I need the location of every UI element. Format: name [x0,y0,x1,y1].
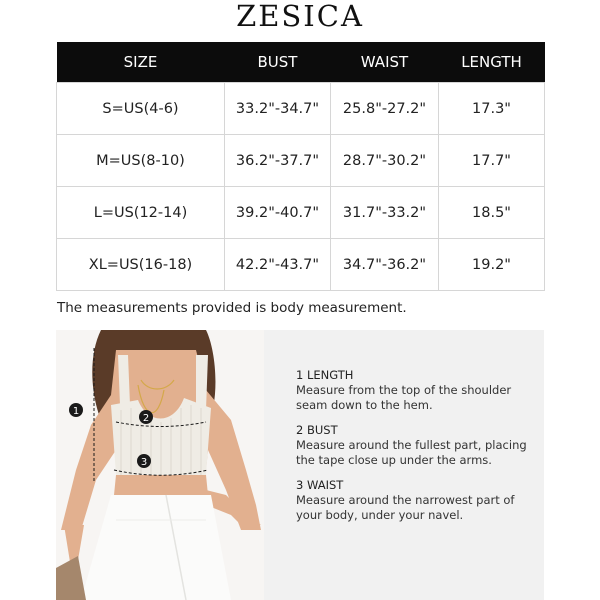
size-cell: XL=US(16-18) [57,239,225,291]
length-desc-line: seam down to the hem. [296,398,433,412]
waist-cell: 34.7"-36.2" [331,239,439,291]
header-size: SIZE [57,42,225,83]
measurement-guide-panel [264,330,544,600]
waist-cell: 28.7"-30.2" [331,135,439,187]
waist-guide [296,478,536,523]
waist-cell: 31.7"-33.2" [331,187,439,239]
marker-length: 1 [72,406,80,417]
table-row [57,187,545,239]
bust-cell: 39.2"-40.7" [225,187,331,239]
header-bust: BUST [225,42,331,83]
bust-desc-line: Measure around the fullest part, placing [296,438,527,452]
length-cell: 18.5" [439,187,545,239]
table-row [57,83,545,135]
length-cell: 17.3" [439,83,545,135]
bust-cell: 42.2"-43.7" [225,239,331,291]
table-row [57,239,545,291]
size-cell: M=US(8-10) [57,135,225,187]
length-cell: 17.7" [439,135,545,187]
bust-title: 2 BUST [296,423,338,437]
model-photo [56,330,264,600]
bust-cell: 36.2"-37.7" [225,135,331,187]
length-cell: 19.2" [439,239,545,291]
brand-logo: ZESICA [236,0,364,33]
bust-desc-line: the tape close up under the arms. [296,453,492,467]
header-length: LENGTH [439,42,545,83]
length-title: 1 LENGTH [296,368,354,382]
waist-desc-line: Measure around the narrowest part of [296,493,515,507]
size-cell: S=US(4-6) [57,83,225,135]
waist-desc-line: your body, under your navel. [296,508,464,522]
bust-cell: 33.2"-34.7" [225,83,331,135]
size-cell: L=US(12-14) [57,187,225,239]
waist-cell: 25.8"-27.2" [331,83,439,135]
marker-bust: 2 [142,413,150,424]
table-header-row [57,42,545,83]
header-waist: WAIST [331,42,439,83]
measurement-note: The measurements provided is body measurement. [57,300,407,316]
bust-guide [296,423,536,468]
marker-waist: 3 [140,457,148,468]
table-row [57,135,545,187]
waist-title: 3 WAIST [296,478,344,492]
length-desc-line: Measure from the top of the shoulder [296,383,512,397]
size-chart-table [56,42,545,291]
length-guide [296,368,536,413]
